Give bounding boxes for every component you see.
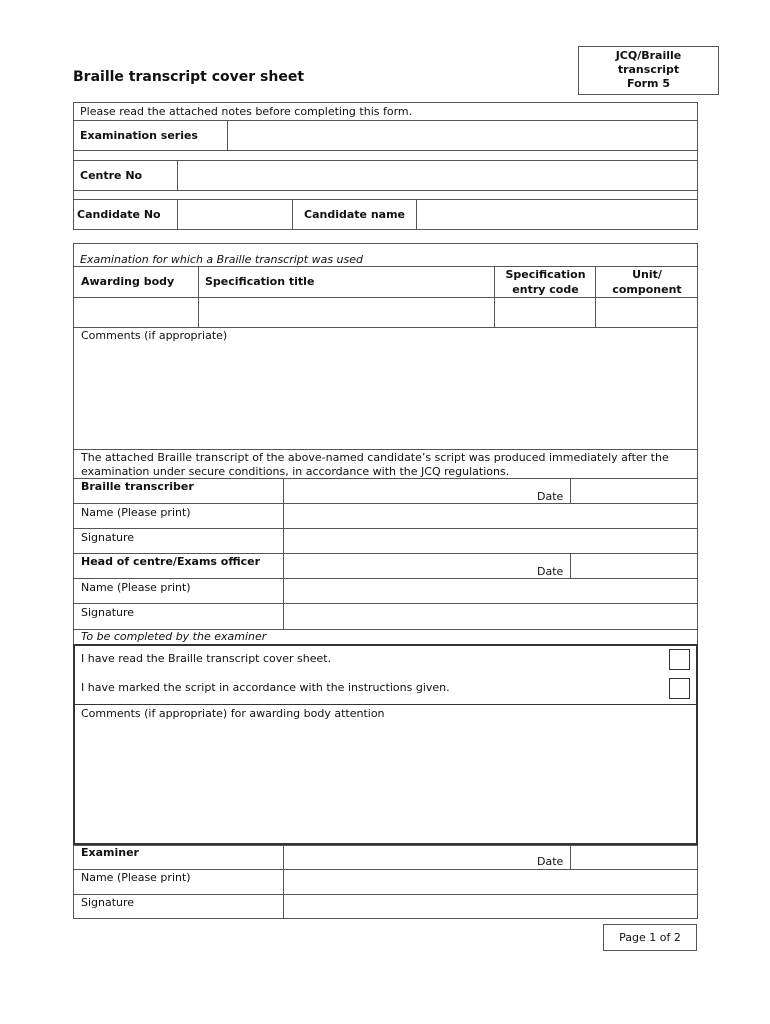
col-spec-title: Specification title (205, 275, 315, 288)
check2-checkbox[interactable] (669, 678, 690, 699)
head-name-label: Name (Please print) (81, 581, 191, 594)
examiner-comments-field[interactable] (75, 722, 696, 843)
comments-label: Comments (if appropriate) (81, 329, 228, 342)
head-date-label: Date (537, 565, 564, 578)
form-ref-line2: transcript (617, 63, 680, 76)
examiner-heading: Examiner (81, 846, 139, 859)
transcriber-name-field[interactable] (284, 504, 697, 528)
awarding-body-field[interactable] (74, 298, 198, 327)
examiner-signature-field[interactable] (284, 895, 697, 918)
declaration-line1: The attached Braille transcript of the above-named candidate’s script was produced immediately after the (81, 451, 669, 464)
exam-series-label: Examination series (80, 129, 198, 142)
spec-title-field[interactable] (199, 298, 494, 327)
page-number: Page 1 of 2 (619, 931, 681, 944)
transcriber-heading: Braille transcriber (81, 480, 194, 493)
form-reference-box (578, 46, 719, 95)
comments-field[interactable] (74, 344, 697, 448)
candidate-no-label: Candidate No (77, 208, 161, 221)
form-ref-line3: Form 5 (627, 77, 670, 90)
col-spec-code-line2: entry code (512, 283, 579, 296)
head-of-centre-heading: Head of centre/Exams officer (81, 555, 261, 568)
transcriber-name-label: Name (Please print) (81, 506, 191, 519)
head-date-field[interactable] (571, 554, 697, 578)
candidate-name-field[interactable] (417, 200, 697, 229)
centre-no-field[interactable] (178, 161, 697, 190)
candidate-no-field[interactable] (178, 200, 292, 229)
head-signature-field[interactable] (284, 604, 697, 629)
transcriber-date-label: Date (537, 490, 564, 503)
examiner-name-label: Name (Please print) (81, 871, 191, 884)
transcriber-signature-label: Signature (81, 531, 135, 544)
spec-code-field[interactable] (495, 298, 595, 327)
col-spec-code-line1: Specification (505, 268, 586, 281)
examiner-signature-label: Signature (81, 896, 135, 909)
check1-label: I have read the Braille transcript cover sheet. (81, 652, 332, 665)
page-title: Braille transcript cover sheet (73, 69, 305, 85)
transcriber-date-field[interactable] (571, 479, 697, 503)
head-name-field[interactable] (284, 579, 697, 603)
examiner-date-field[interactable] (571, 846, 697, 869)
transcriber-signature-field[interactable] (284, 529, 697, 553)
candidate-name-label: Candidate name (304, 208, 405, 221)
intro-text: Please read the attached notes before completing this form. (80, 105, 413, 118)
col-awarding-body: Awarding body (81, 275, 175, 288)
centre-no-label: Centre No (80, 169, 143, 182)
page-number-box (603, 924, 697, 951)
col-unit-line1: Unit/ (632, 268, 662, 281)
col-unit-line2: component (612, 283, 682, 296)
form-ref-line1: JCQ/Braille (615, 49, 682, 62)
exam-section-heading: Examination for which a Braille transcript was used (80, 253, 364, 266)
unit-component-field[interactable] (596, 298, 697, 327)
exam-series-field[interactable] (228, 121, 697, 150)
examiner-date-label: Date (537, 855, 564, 868)
head-signature-label: Signature (81, 606, 135, 619)
examiner-section-heading: To be completed by the examiner (81, 630, 267, 643)
check1-checkbox[interactable] (669, 649, 690, 670)
examiner-comments-label: Comments (if appropriate) for awarding body attention (81, 707, 385, 720)
check2-label: I have marked the script in accordance with the instructions given. (81, 681, 450, 694)
examiner-name-field[interactable] (284, 870, 697, 894)
declaration-line2: examination under secure conditions, in accordance with the JCQ regulations. (81, 465, 510, 478)
